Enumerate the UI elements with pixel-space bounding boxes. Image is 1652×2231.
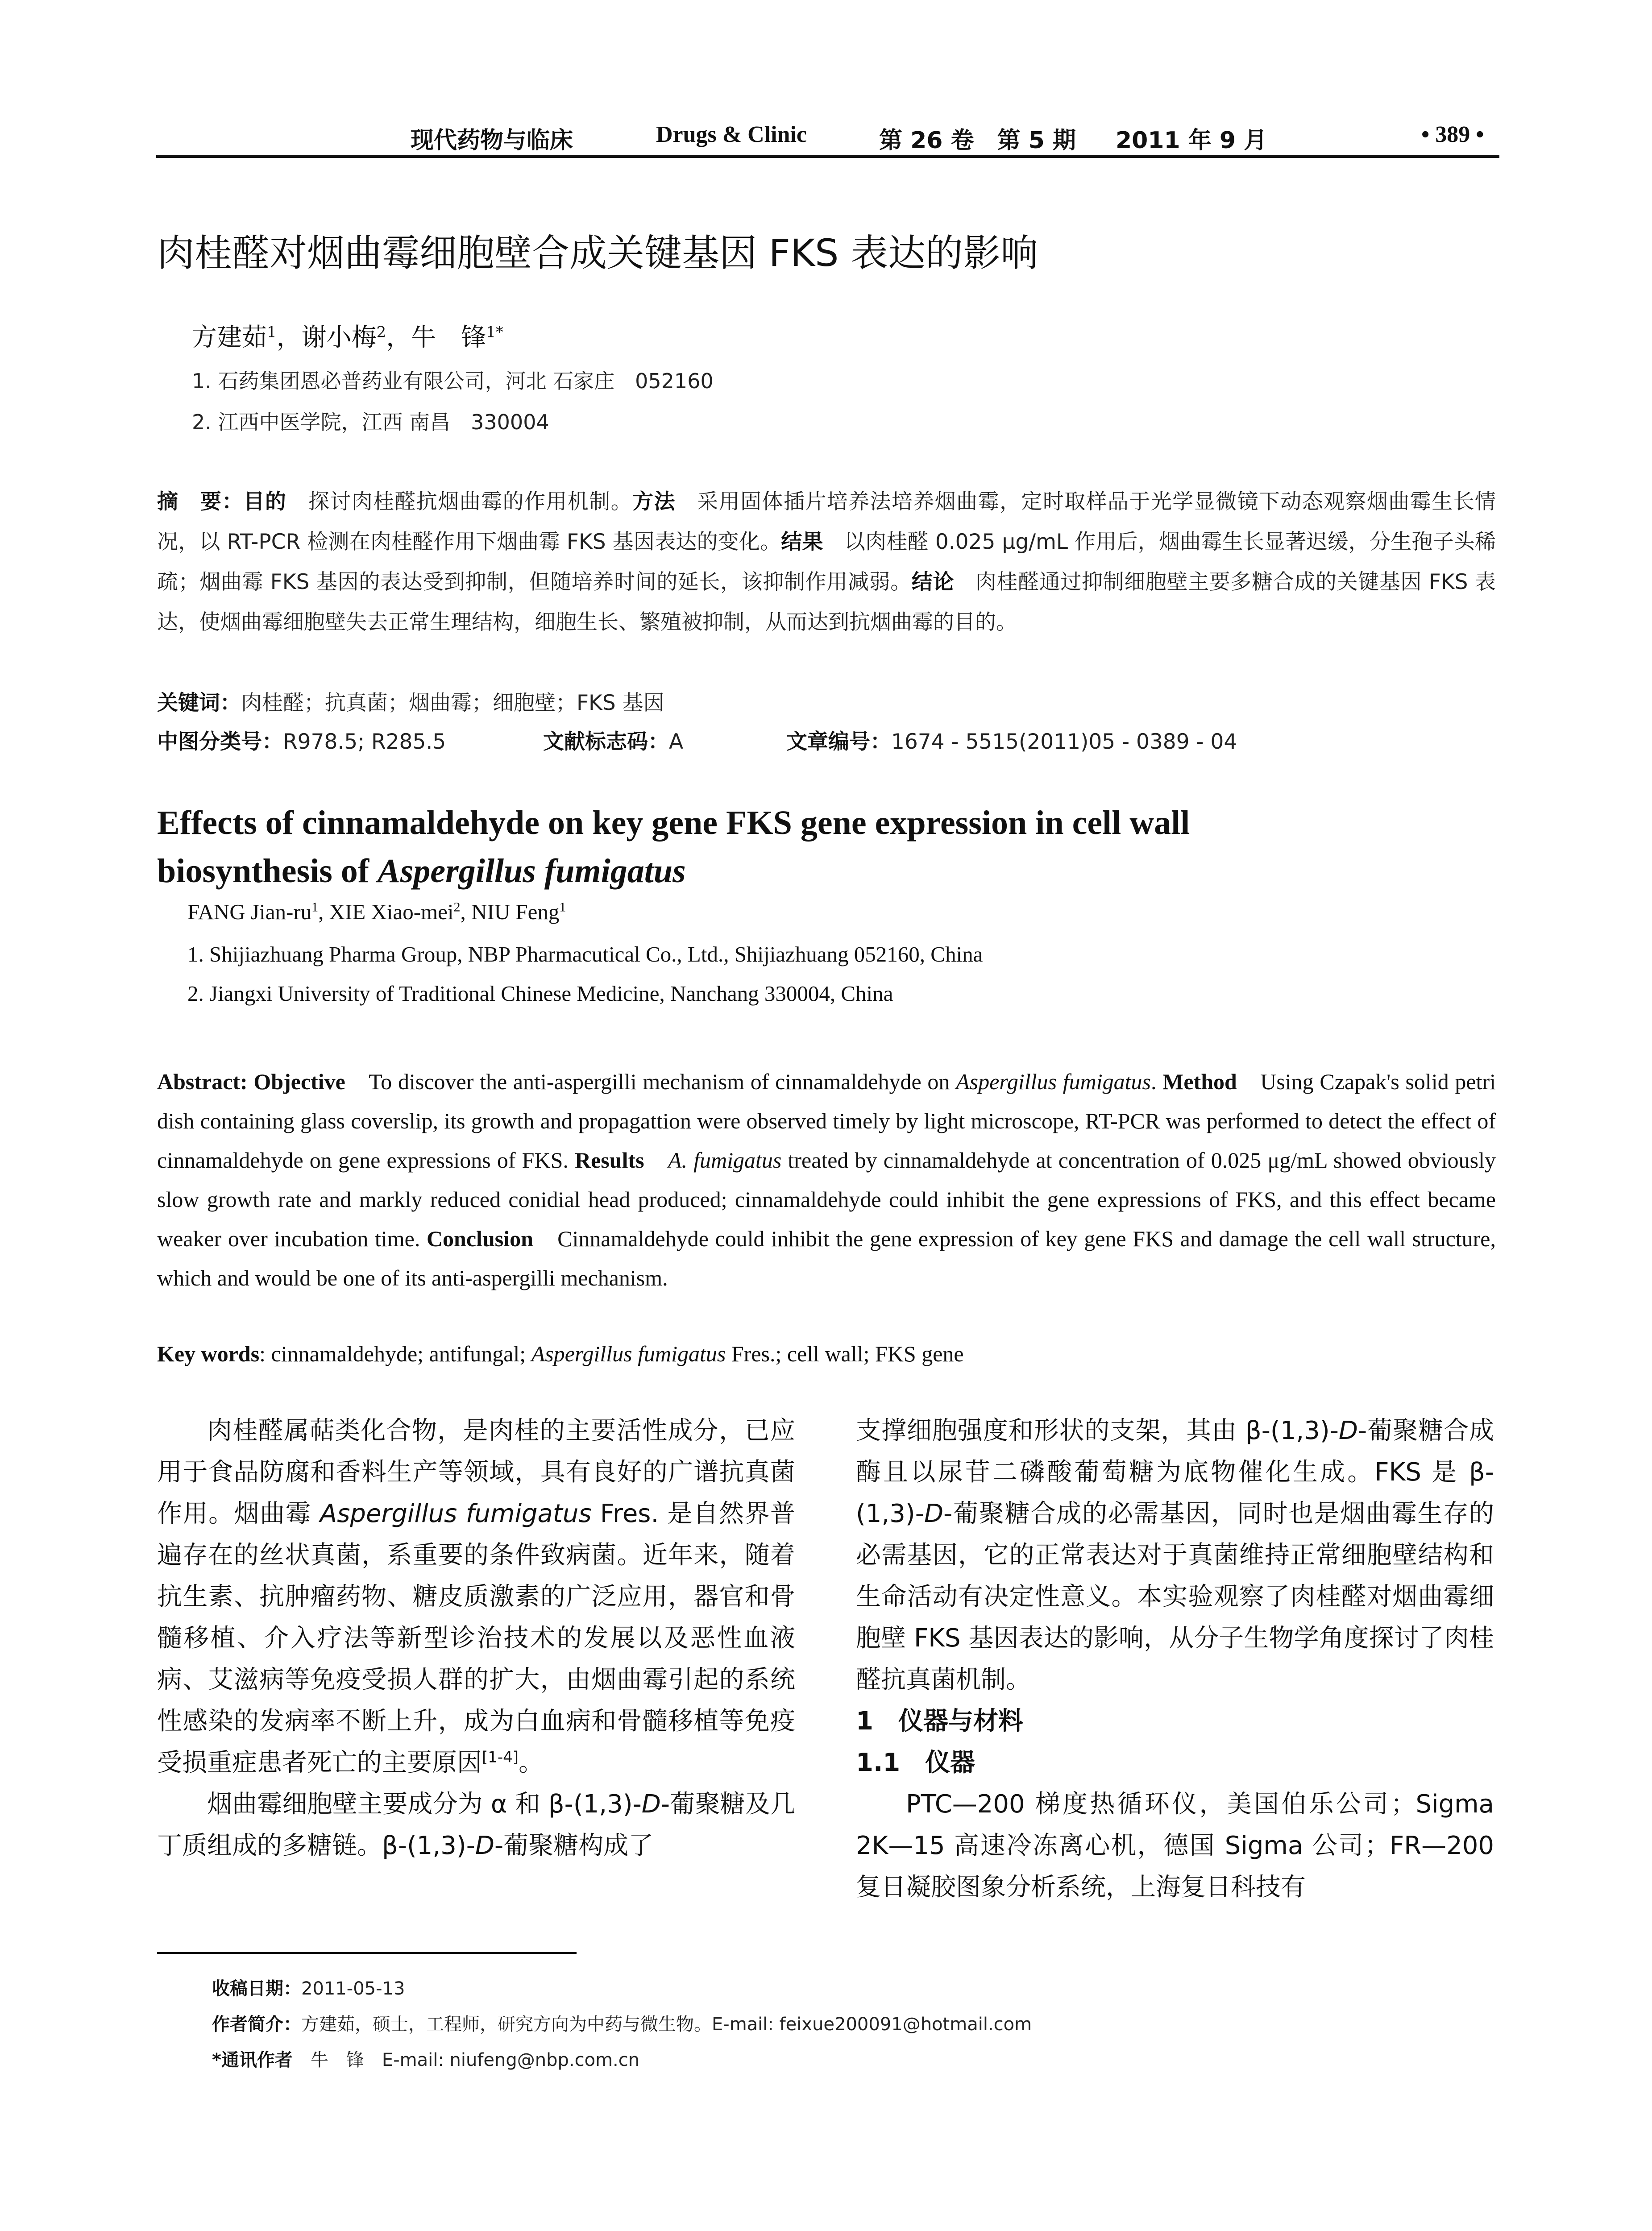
footnote-label: 作者简介： (212, 2014, 301, 2035)
footnote-value: 2011-05-13 (301, 1978, 405, 1999)
results-label: 结果 (781, 530, 823, 554)
abstract-zh (157, 482, 1496, 643)
keywords-label: Key words (157, 1341, 260, 1366)
keywords-text: : cinnamaldehyde; antifungal; (259, 1341, 531, 1366)
objective-text: To discover the anti-aspergilli mechanism of cinnamaldehyde on (345, 1069, 956, 1094)
author-sup: 1* (486, 323, 503, 341)
author-name: NIU Feng (471, 900, 560, 924)
text-run: 肉桂醛属萜类化合物，是肉桂的主要活性成分，已应用于食品防腐和香料生产等领域，具有良好的广谱抗真菌作用。烟曲霉 (157, 1416, 795, 1528)
author-sup: 1 (559, 900, 566, 915)
title-en-line2: biosynthesis of (157, 852, 378, 890)
footnote-rule (157, 1952, 577, 1954)
method-label: Method (1162, 1069, 1237, 1094)
conclusion-text: 肉桂醛通过抑制细胞壁主要多糖合成的关键基因 FKS 表达，使烟曲霉细胞壁失去正常生理结构，细胞生长、繁殖被抑制，从而达到抗烟曲霉的目的。 (157, 570, 1496, 634)
objective-text: 探讨肉桂醛抗烟曲霉的作用机制。 (286, 489, 633, 514)
title-en-line1: Effects of cinnamaldehyde on key gene FKS gene expression in cell wall (157, 804, 1190, 842)
section-heading: 1 仪器与材料 (856, 1707, 1023, 1736)
footnote-corresponding (212, 2046, 639, 2071)
text-run: -葡聚糖构成了 (494, 1831, 654, 1860)
italic-d: D (1338, 1416, 1358, 1445)
text-run: 支撑细胞强度和形状的支架，其由 β-(1,3)- (856, 1416, 1339, 1445)
text-run: 烟曲霉细胞壁主要成分为 α 和 β-(1,3)- (207, 1790, 642, 1819)
author-name: 牛 锋 (411, 323, 486, 352)
text-run: -葡聚糖合成酶且以尿苷二磷酸葡萄糖为底物催化生成。FKS 是 β-(1,3)- (856, 1416, 1494, 1528)
citation-ref: [1-4] (482, 1748, 519, 1767)
author-name: FANG Jian-ru (187, 900, 312, 924)
affiliation-en-2: 2. Jiangxi University of Traditional Chinese Medicine, Nanchang 330004, China (187, 981, 893, 1006)
objective-label: Objective (253, 1069, 345, 1094)
author-separator: , (460, 900, 472, 924)
italic-d: D (641, 1790, 661, 1819)
clc-value: R978.5; R285.5 (283, 730, 446, 754)
conclusion-label: 结论 (911, 570, 955, 594)
text-run: -葡聚糖合成的必需基因，同时也是烟曲霉生存的必需基因，它的正常表达对于真菌维持正常细胞壁结构和生命活动有决定性意义。本实验观察了肉桂醛对烟曲霉细胞壁 FKS 基因表达的影响，从分子生物学角度探讨了肉桂醛抗真菌机制。 (856, 1499, 1494, 1694)
italic-d: D (475, 1831, 495, 1860)
author-name: 方建茹 (192, 323, 267, 352)
author-sup: 1 (267, 323, 277, 341)
author-separator: , (318, 900, 329, 924)
results-text: 以肉桂醛 0.025 μg/mL 作用后，烟曲霉生长显著迟缓，分生孢子头稀疏；烟曲霉 FKS 基因的表达受到抑制，但随培养时间的延长，该抑制作用减弱。 (157, 530, 1496, 594)
title-en (157, 799, 1496, 895)
author-sup: 2 (376, 323, 386, 341)
article-value: 1674 - 5515(2011)05 - 0389 - 04 (891, 730, 1237, 754)
footnote-label: *通讯作者 (212, 2050, 293, 2070)
abstract-en (157, 1062, 1496, 1298)
affiliation-zh-1: 1. 石药集团恩必普药业有限公司，河北 石家庄 052160 (192, 369, 714, 393)
keywords-text: Fres.; cell wall; FKS gene (726, 1341, 964, 1366)
method-label: 方法 (632, 489, 676, 514)
results-text: treated by cinnamaldehyde at concentration of 0.025 μg/mL showed obviously slow growth rate and markly reduced conidial head produced; cinnamaldehyde could inhibit the gene expressions of FKS, and this effect became weaker over incubation time. (157, 1148, 1496, 1251)
page-number: • 389 • (1421, 122, 1484, 147)
keywords-zh (157, 686, 664, 716)
body-column-left (157, 1410, 795, 1866)
body-column-right (856, 1410, 1494, 1908)
clc-label: 中图分类号： (157, 730, 283, 754)
body-paragraph (157, 1783, 795, 1866)
affiliation-zh-2: 2. 江西中医学院，江西 南昌 330004 (192, 410, 549, 434)
abstract-label: Abstract: (157, 1069, 254, 1094)
text-run: 。 (519, 1748, 544, 1777)
footnote-label: 收稿日期： (212, 1978, 301, 1999)
author-name: 谢小梅 (301, 323, 377, 352)
species-name: A. fumigatus (668, 1148, 782, 1173)
abstract-label: 摘 要： (157, 489, 244, 514)
body-paragraph: PTC—200 梯度热循环仪，美国伯乐公司；Sigma 2K—15 高速冷冻离心机，德国 Sigma 公司；FR—200 复日凝胶图象分析系统，上海复日科技有 (856, 1790, 1494, 1902)
classification-line (157, 725, 1496, 752)
journal-name-en: Drugs & Clinic (656, 122, 807, 147)
authors-zh: 方建茹$^1$，谢小梅$^2$，牛 锋$^{1*}$ (192, 323, 503, 352)
conclusion-text: Cinnamaldehyde could inhibit the gene expression of key gene FKS and damage the cell wall structure, which and would be one of its anti-aspergilli mechanism. (157, 1226, 1496, 1290)
body-paragraph (157, 1410, 795, 1783)
issue-date: 2011 年 9 月 (1116, 127, 1267, 154)
conclusion-label: Conclusion (426, 1226, 533, 1251)
author-sup: 1 (311, 900, 319, 915)
volume-issue: 第 26 卷 第 5 期 (879, 127, 1076, 154)
species-name: Aspergillus fumigatus (956, 1069, 1151, 1094)
body-paragraph (856, 1410, 1494, 1700)
footnote-value: 方建茹，硕士，工程师，研究方向为中药与微生物。E-mail: feixue200091@hotmail.com (301, 2014, 1032, 2035)
results-label: Results (575, 1148, 644, 1173)
author-name: XIE Xiao-mei (329, 900, 454, 924)
author-sup: 2 (453, 900, 461, 915)
subsection-heading: 1.1 仪器 (856, 1748, 975, 1777)
objective-end: . (1150, 1069, 1163, 1094)
affiliation-en-1: 1. Shijiazhuang Pharma Group, NBP Pharmacutical Co., Ltd., Shijiazhuang 052160, China (187, 942, 983, 966)
footnote-bio (212, 2010, 1032, 2036)
keywords-en (157, 1341, 1496, 1367)
running-header (156, 121, 1499, 157)
text-run: Fres. 是自然界普遍存在的丝状真菌，系重要的条件致病菌。近年来，随着抗生素、抗肿瘤药物、糖皮质激素的广泛应用，器官和骨髓移植、介入疗法等新型诊治技术的发展以及恶性血液病、艾滋病等免疫受损人群的扩大，由烟曲霉引起的系统性感染的发病率不断上升，成为白血病和骨髓移植等免疫受损重症患者死亡的主要原因 (157, 1499, 795, 1777)
doc-label: 文献标志码： (543, 730, 669, 754)
journal-name-zh: 现代药物与临床 (411, 127, 573, 154)
italic-d: D (924, 1499, 944, 1528)
method-text: Using Czapak's solid petri dish containing glass coverslip, its growth and propagattion were observed timely by light microscope, RT-PCR was performed to detect the effect of cinnamaldehyde on gene expressions of FKS. (157, 1069, 1496, 1173)
species-name: Aspergillus fumigatus (320, 1499, 592, 1528)
footnote-value: 牛 锋 E-mail: niufeng@nbp.com.cn (292, 2050, 640, 2070)
text-run: -葡聚糖及几丁质组成的多糖链。β-(1,3)- (157, 1790, 795, 1860)
title-en-species: Aspergillus fumigatus (378, 852, 686, 890)
header-rule (156, 155, 1499, 158)
keywords-label: 关键词： (157, 691, 241, 715)
objective-label: 目的 (243, 489, 287, 514)
species-name: Aspergillus fumigatus (531, 1341, 726, 1366)
method-text: 采用固体插片培养法培养烟曲霉，定时取样品于光学显微镜下动态观察烟曲霉生长情况，以 RT-PCR 检测在肉桂醛作用下烟曲霉 FKS 基因表达的变化。 (157, 489, 1496, 554)
title-zh: 肉桂醛对烟曲霉细胞壁合成关键基因 FKS 表达的影响 (157, 231, 1038, 275)
doc-value: A (669, 730, 684, 754)
authors-en (187, 899, 566, 925)
keywords-value: 肉桂醛；抗真菌；烟曲霉；细胞壁；FKS 基因 (241, 691, 664, 715)
article-label: 文章编号： (786, 730, 891, 754)
footnote-received (212, 1974, 405, 2000)
